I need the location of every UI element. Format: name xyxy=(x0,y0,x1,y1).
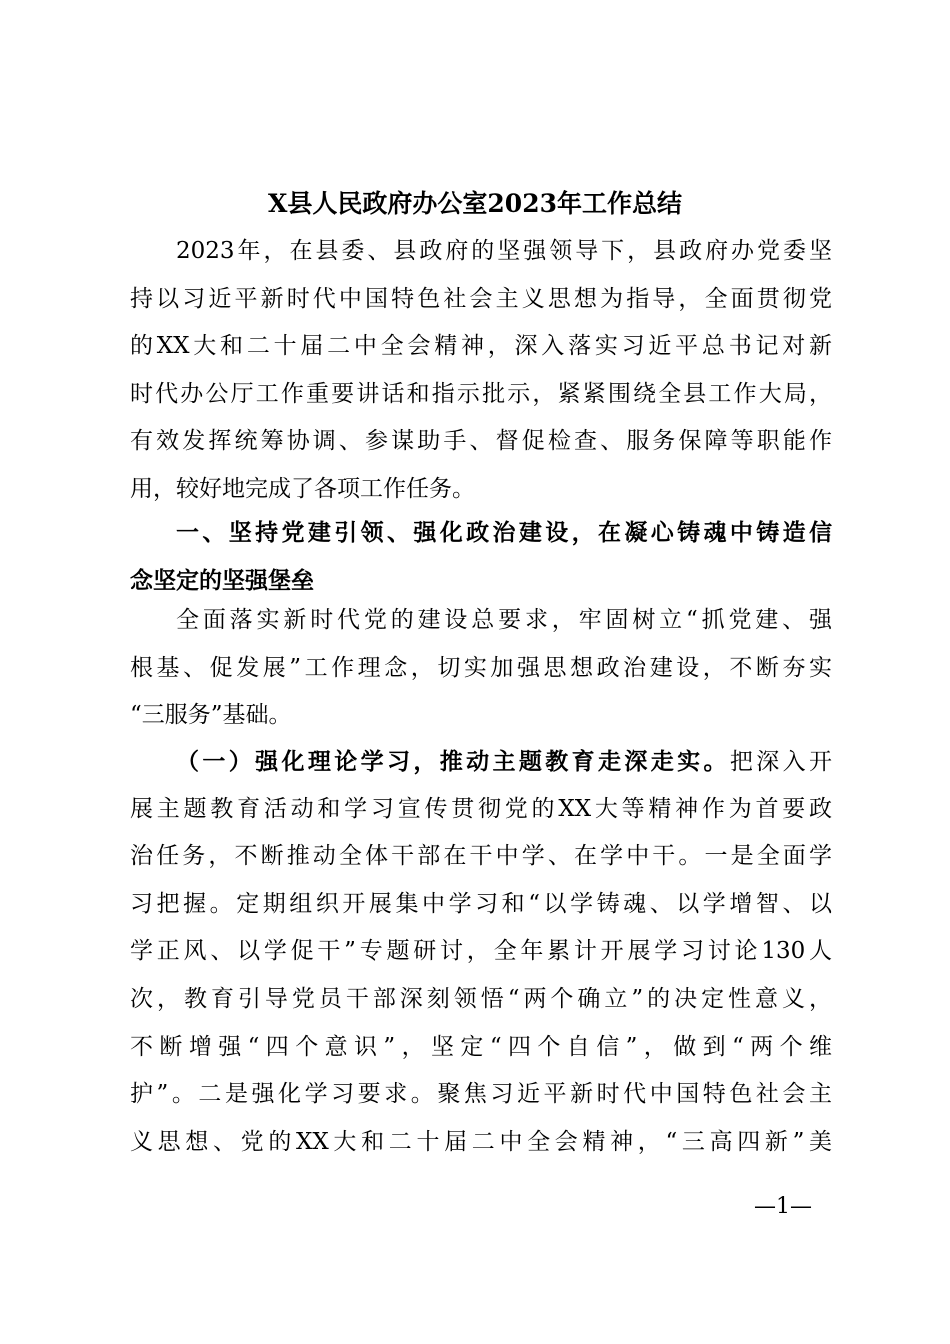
subsection-first-line-rest: 把深入开 xyxy=(729,749,832,775)
subsection-first-line xyxy=(130,738,832,786)
subsection-line: 护”。二是强化学习要求。聚焦习近平新时代中国特色社会主 xyxy=(130,1081,832,1108)
intro-line: 持以习近平新时代中国特色社会主义思想为指导，全面贯彻党 xyxy=(130,285,832,312)
subsection-line: 习把握。定期组织开展集中学习和“以学铸魂、以学增智、以 xyxy=(130,890,832,917)
section-intro-line: “三服务”基础。 xyxy=(130,702,292,729)
section-1-intro-paragraph xyxy=(130,597,832,740)
section-heading-line: 念坚定的坚强堡垒 xyxy=(130,567,314,594)
subsection-line: 不断增强“四个意识”，坚定“四个自信”，做到“两个维 xyxy=(130,1033,832,1060)
intro-line: 2023年，在县委、县政府的坚强领导下，县政府办党委坚 xyxy=(176,238,832,264)
subsection-1-paragraph xyxy=(130,738,832,1166)
subsection-line: 学正风、以学促干”专题研讨，全年累计开展学习讨论130人 xyxy=(130,938,832,965)
subsection-1-lead: （一）强化理论学习，推动主题教育走深走实。 xyxy=(176,748,730,775)
page-number: —1— xyxy=(754,1194,812,1219)
section-heading-line: 一、坚持党建引领、强化政治建设，在凝心铸魂中铸造信 xyxy=(176,520,832,546)
subsection-line: 次，教育引导党员干部深刻领悟“两个确立”的决定性意义， xyxy=(130,985,832,1012)
intro-line: 的XX大和二十届二中全会精神，深入落实习近平总书记对新 xyxy=(130,333,832,360)
intro-line: 用，较好地完成了各项工作任务。 xyxy=(130,475,475,502)
subsection-line: 义思想、党的XX大和二十届二中全会精神，“三高四新”美 xyxy=(130,1128,832,1155)
subsection-line: 治任务，不断推动全体干部在干中学、在学中干。一是全面学 xyxy=(130,843,832,870)
section-intro-line: 全面落实新时代党的建设总要求，牢固树立“抓党建、强 xyxy=(176,607,832,633)
intro-line: 时代办公厅工作重要讲话和指示批示，紧紧围绕全县工作大局， xyxy=(130,380,832,407)
document-title: X县人民政府办公室2023年工作总结 xyxy=(268,189,682,218)
section-1-heading xyxy=(130,510,832,605)
section-intro-line: 根基、促发展”工作理念，切实加强思想政治建设，不断夯实 xyxy=(130,654,832,681)
intro-paragraph xyxy=(130,228,832,514)
subsection-line: 展主题教育活动和学习宣传贯彻党的XX大等精神作为首要政 xyxy=(130,795,832,822)
intro-line: 有效发挥统筹协调、参谋助手、督促检查、服务保障等职能作 xyxy=(130,428,832,455)
